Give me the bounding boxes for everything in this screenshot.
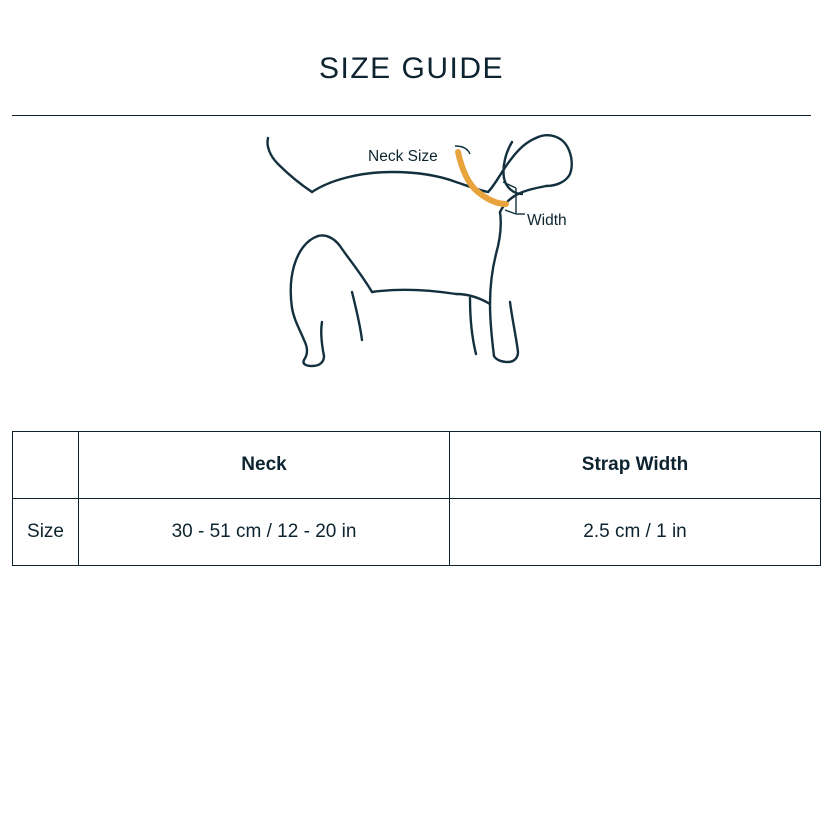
title-divider	[12, 115, 811, 116]
width-label: Width	[527, 212, 567, 229]
table-header-row	[13, 432, 821, 499]
table-row	[13, 499, 821, 566]
cell-strap-width-value: 2.5 cm / 1 in	[450, 499, 821, 566]
cell-neck-value: 30 - 51 cm / 12 - 20 in	[79, 499, 450, 566]
table-corner-cell	[13, 432, 79, 499]
page-title: SIZE GUIDE	[318, 52, 505, 85]
column-header-neck: Neck	[79, 432, 450, 499]
width-leader-line-2	[505, 210, 516, 214]
dog-diagram	[0, 122, 823, 412]
size-table	[12, 431, 821, 566]
column-header-strap-width: Strap Width	[450, 432, 821, 499]
neck-size-label: Neck Size	[368, 148, 438, 165]
row-header-size: Size	[13, 499, 79, 566]
